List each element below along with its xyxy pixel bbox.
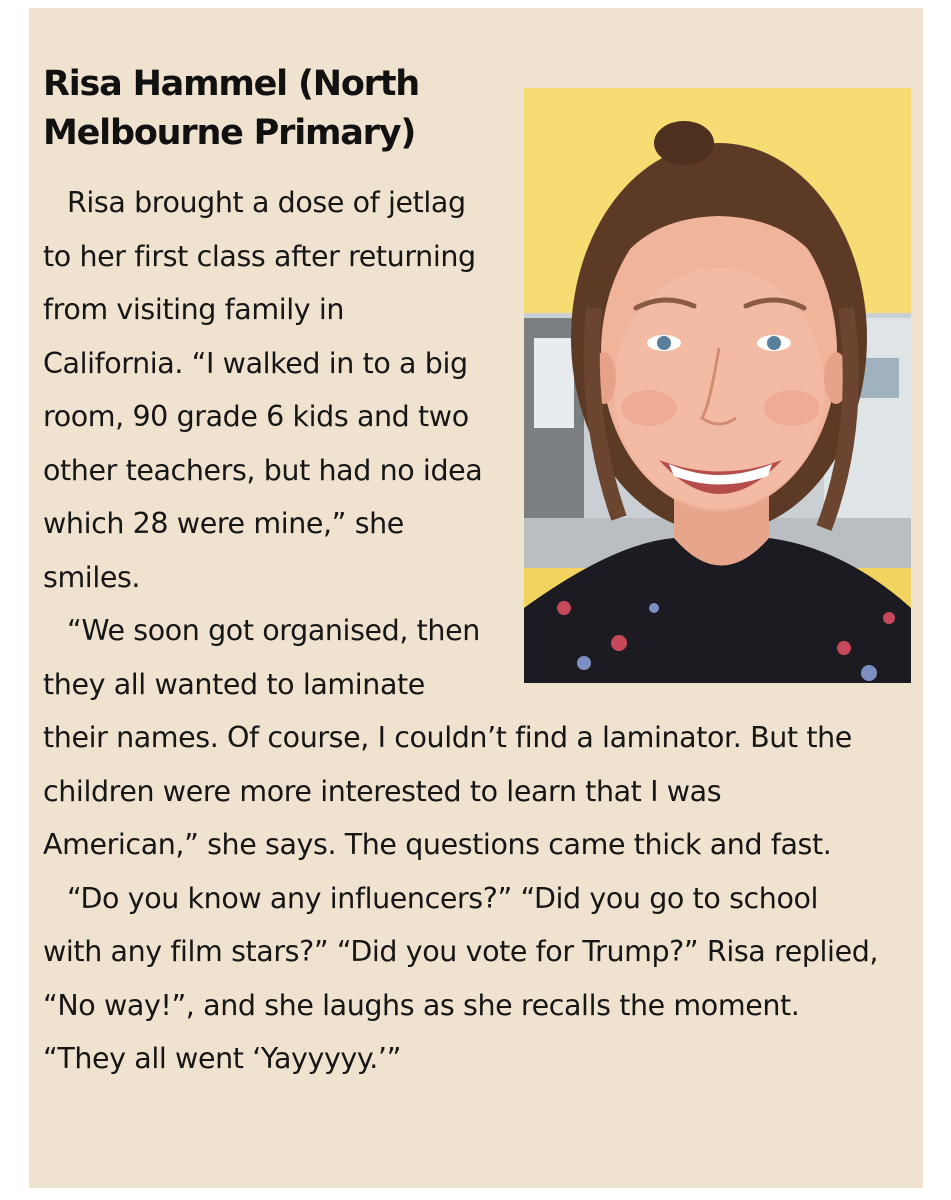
- article-paragraph-2: “We soon got organised, then they all wanted to laminate their names. Of course, I couldn’t find a laminator. But the children were more interested to learn that I was American,” she says. The questions came thick and fast.: [43, 614, 852, 861]
- article-paragraph-3: “Do you know any influencers?” “Did you go to school with any film stars?” “Did you vote for Trump?” Risa replied, “No way!”, and she laughs as she recalls the moment. “They all went ‘Yayyyyy.’”: [43, 881, 879, 1075]
- article-heading: Risa Hammel (North Melbourne Primary): [43, 64, 419, 153]
- article-panel: [29, 8, 923, 1188]
- article-body: [43, 176, 883, 1086]
- photo-wrap-spacer: [491, 176, 883, 679]
- article-paragraph-1: Risa brought a dose of jetlag to her first class after returning from visiting family in California. “I walked in to a big room, 90 grade 6 kids and two other teachers, but had no idea which 28 were mine,” she smiles.: [43, 186, 483, 594]
